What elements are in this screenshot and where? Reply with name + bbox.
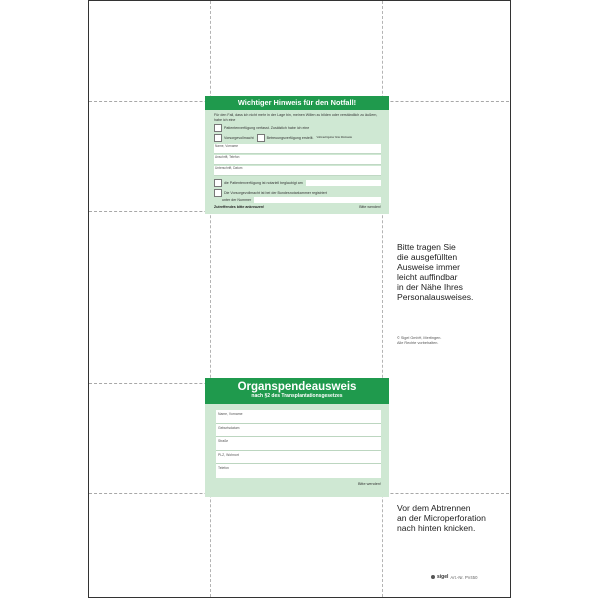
emergency-card <box>205 96 389 214</box>
checkbox-registered[interactable] <box>214 189 222 197</box>
checkbox-notarized[interactable] <box>214 179 222 187</box>
brand-footer <box>431 574 477 580</box>
field-phone[interactable]: Telefon <box>218 466 229 470</box>
registration-number-field[interactable] <box>254 197 381 203</box>
option-betreuung-label: Betreuungsverfügung erstellt. <box>266 135 314 140</box>
turn-over-hint: Bitte wenden! <box>357 481 381 486</box>
notarized-date-field[interactable] <box>306 180 381 186</box>
organ-card-subtitle: nach §2 des Transplantationsgesetzes <box>251 393 343 399</box>
checkbox-patient-directive[interactable] <box>214 124 222 132</box>
instruction-line: in der Nähe Ihres <box>397 282 463 292</box>
checkbox-care-directive[interactable] <box>257 134 265 142</box>
field-street[interactable]: Straße <box>216 437 381 451</box>
instruction-line: Ausweise immer <box>397 262 461 272</box>
option-vollmacht-label: Vorsorgevollmacht <box>224 135 254 140</box>
instruction-line: leicht auffindbar <box>397 272 458 282</box>
footer-hint: Zutreffendes bitte ankreuzen! <box>214 205 265 210</box>
sigel-logo-icon <box>431 575 435 579</box>
perforation-line <box>210 1 211 597</box>
instruction-line: Bitte tragen Sie <box>397 242 456 252</box>
field-name[interactable]: Name, Vorname <box>214 144 381 154</box>
option-patient-label: Patientenverfügung verfasst. Zusätzlich habe ich eine <box>224 125 310 130</box>
emergency-card-title: Wichtiger Hinweis für den Notfall! <box>205 96 389 110</box>
number-label: unter der Nummer <box>222 197 252 202</box>
instruction-line: an der Microperforation <box>397 513 486 523</box>
notarized-label: die Patientenverfügung ist notariell beglaubigt am <box>224 180 303 185</box>
field-city[interactable]: PLZ, Wohnort <box>216 451 381 465</box>
instruction-line: die ausgefüllten <box>397 252 458 262</box>
copyright-line: © Sigel GmbH, Mertingen. <box>397 336 442 340</box>
field-name[interactable]: Name, Vorname <box>216 410 381 424</box>
field-address[interactable]: Anschrift, Telefon <box>214 155 381 165</box>
copyright-line: Alle Rechte vorbehalten. <box>397 341 439 345</box>
instruction-line: nach hinten knicken. <box>397 523 476 533</box>
fold-instruction <box>397 503 486 533</box>
brand-logo: sigel <box>437 574 449 580</box>
carry-instruction <box>397 242 473 302</box>
field-birthdate[interactable]: Geburtsdatum <box>216 424 381 438</box>
perforation-line <box>382 1 383 597</box>
article-number: Art.-Nr. PV450 <box>450 574 478 580</box>
turn-over-hint: Bitte wenden! <box>359 205 381 210</box>
copyright-notice <box>397 336 441 346</box>
checkbox-power-of-attorney[interactable] <box>214 134 222 142</box>
instruction-line: Vor dem Abtrennen <box>397 503 471 513</box>
option-note: Vollmachtgeber bitte Rückseite <box>316 135 353 139</box>
organ-card-title: Organspendeausweis <box>237 381 357 393</box>
organ-donor-card <box>205 378 389 497</box>
field-signature[interactable]: Unterschrift, Datum <box>214 166 381 176</box>
instruction-line: Personalausweises. <box>397 292 474 302</box>
emergency-intro: Für den Fall, dass ich nicht mehr in der Lage bin, meinen Willen zu bilden oder verständlich zu äußern, habe ich eine <box>214 113 378 122</box>
registered-label: Die Vorsorgevollmacht ist bei der Bundesnotarkammer registriert <box>224 190 327 195</box>
